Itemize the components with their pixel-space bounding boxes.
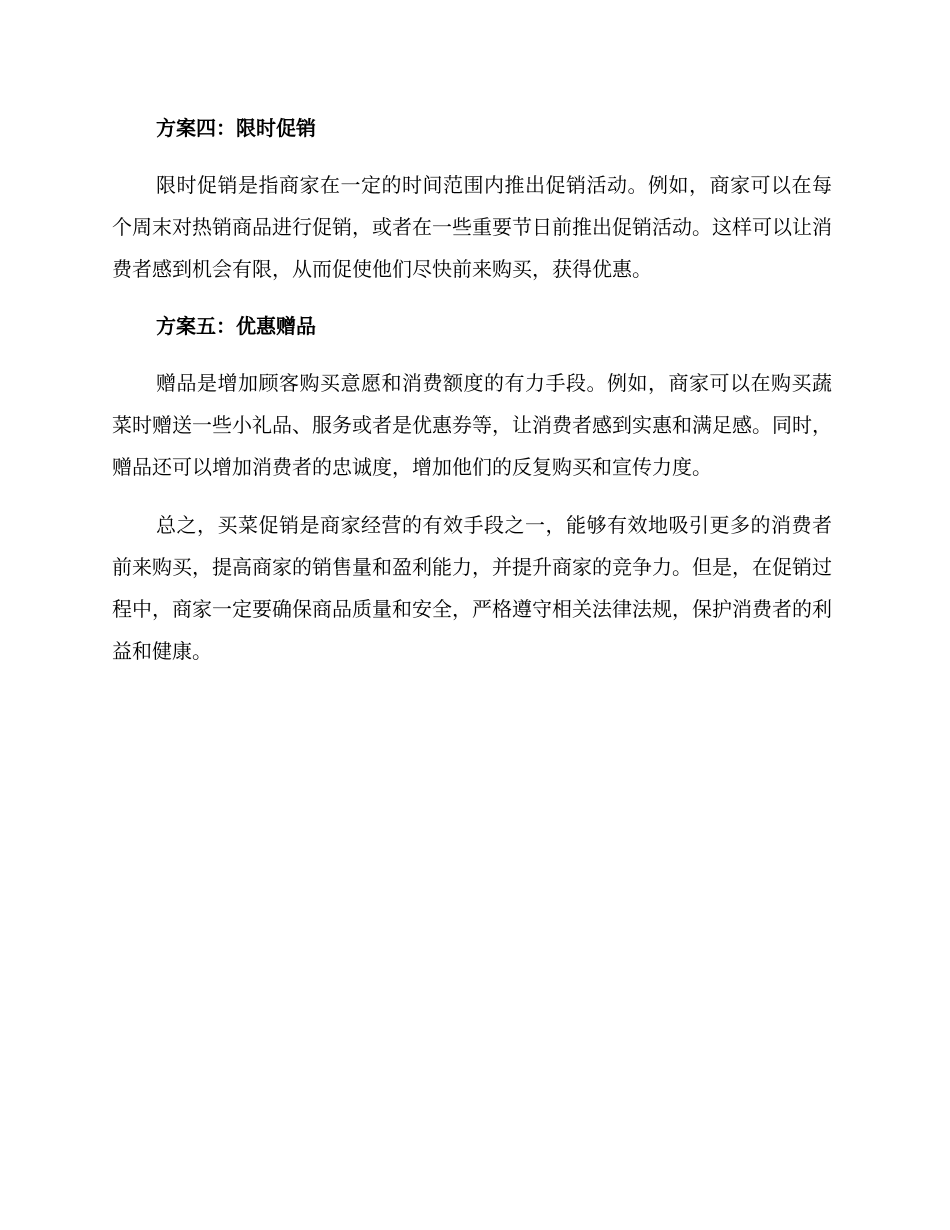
conclusion-paragraph: 总之，买菜促销是商家经营的有效手段之一，能够有效地吸引更多的消费者前来购买，提高商家的销售量和盈利能力，并提升商家的竞争力。但是，在促销过程中，商家一定要确保商品质量和安全，严格遵守相关法律法规，保护消费者的利益和健康。 xyxy=(112,513,832,663)
section5-heading: 方案五：优惠赠品 xyxy=(156,314,316,338)
section5-paragraph: 赠品是增加顾客购买意愿和消费额度的有力手段。例如，商家可以在购买蔬菜时赠送一些小礼品、服务或者是优惠券等，让消费者感到实惠和满足感。同时，赠品还可以增加消费者的忠诚度，增加他们的反复购买和宣传力度。 xyxy=(112,371,832,479)
section4-paragraph: 限时促销是指商家在一定的时间范围内推出促销活动。例如，商家可以在每个周末对热销商品进行促销，或者在一些重要节日前推出促销活动。这样可以让消费者感到机会有限，从而促使他们尽快前来购买，获得优惠。 xyxy=(112,173,832,281)
document-page xyxy=(112,108,832,688)
section4-heading: 方案四：限时促销 xyxy=(156,116,316,140)
